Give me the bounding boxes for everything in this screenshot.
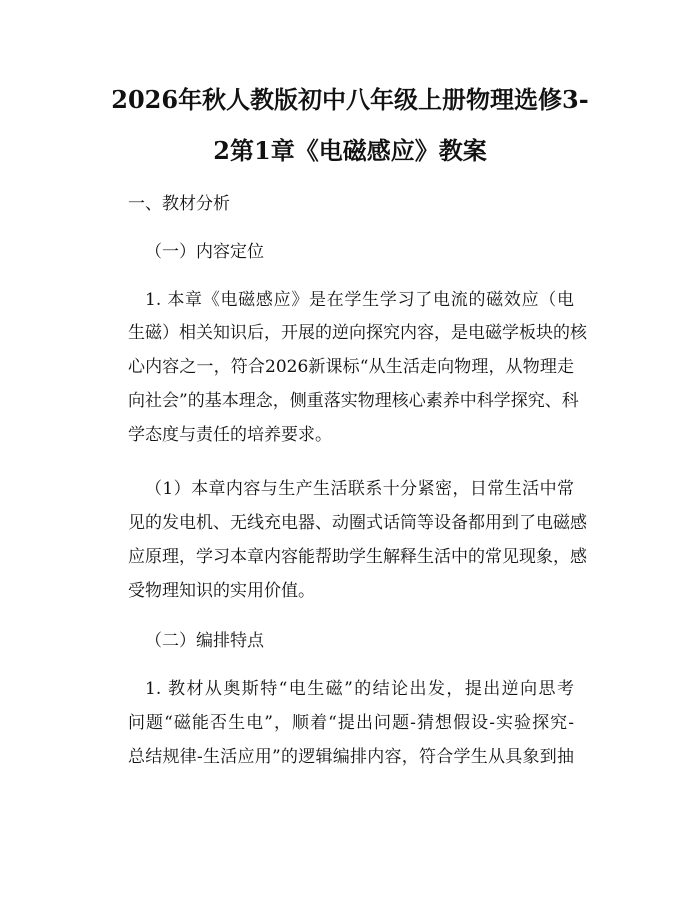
paragraph-3-line-1: 1. 教材从奥斯特“电生磁”的结论出发，提出逆向思考 — [145, 679, 574, 699]
paragraph-1-line-2: 生磁）相关知识后，开展的逆向探究内容，是电磁学板块的核 — [128, 323, 587, 343]
document-title-line-1: 2026年秋人教版初中八年级上册物理选修3- — [111, 85, 589, 114]
paragraph-1-line-5: 学态度与责任的培养要求。 — [128, 425, 332, 445]
subsection-heading-layout-features: （二）编排特点 — [145, 631, 264, 651]
paragraph-2-line-3: 应原理，学习本章内容能帮助学生解释生活中的常见现象，感 — [128, 547, 587, 567]
paragraph-3-line-2: 问题“磁能否生电”，顺着“提出问题-猜想假设-实验探究- — [128, 713, 574, 733]
paragraph-2-line-1: （1）本章内容与生产生活联系十分紧密，日常生活中常 — [145, 479, 574, 499]
section-heading-textbook-analysis: 一、教材分析 — [128, 194, 230, 214]
paragraph-1-line-4: 向社会”的基本理念，侧重落实物理核心素养中科学探究、科 — [128, 391, 579, 411]
paragraph-2-line-4: 受物理知识的实用价值。 — [128, 581, 315, 601]
subsection-heading-content-positioning: （一）内容定位 — [145, 242, 264, 262]
paragraph-1-line-3: 心内容之一，符合2026新课标“从生活走向物理，从物理走 — [128, 357, 574, 377]
paragraph-2-line-2: 见的发电机、无线充电器、动圈式话筒等设备都用到了电磁感 — [128, 513, 587, 533]
document-title-line-2: 2第1章《电磁感应》教案 — [213, 136, 487, 165]
paragraph-1-line-1: 1. 本章《电磁感应》是在学生学习了电流的磁效应（电 — [145, 290, 574, 310]
paragraph-3-line-3: 总结规律-生活应用”的逻辑编排内容，符合学生从具象到抽 — [128, 747, 574, 767]
